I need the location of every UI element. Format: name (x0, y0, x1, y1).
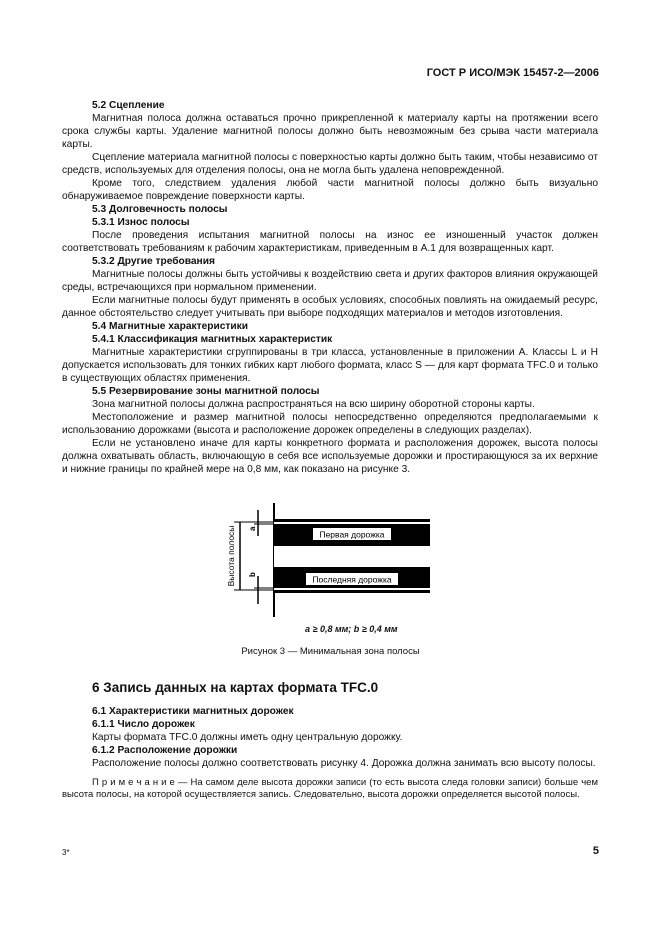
paragraph: Местоположение и размер магнитной полосы непосредственно определяются предполагаемыми к использованию дорожками (высота и расположение дорожек определены в следующих разделах). (62, 412, 598, 436)
heading-5-3-2: 5.3.2 Другие требования (92, 256, 215, 267)
heading-5-4-1: 5.4.1 Классификация магнитных характеристик (92, 334, 333, 345)
last-track-label: Последняя дорожка (312, 574, 392, 585)
paragraph: Зона магнитной полосы должна распространяться на всю ширину оборотной стороны карты. (92, 399, 535, 410)
heading-6-1: 6.1 Характеристики магнитных дорожек (92, 706, 294, 717)
heading-6-1-1: 6.1.1 Число дорожек (92, 719, 195, 730)
heading-5-2: 5.2 Сцепление (92, 100, 165, 111)
figure-condition: a ≥ 0,8 мм; b ≥ 0,4 мм (305, 624, 398, 634)
first-track-label: Первая дорожка (319, 529, 385, 540)
heading-5-3-1: 5.3.1 Износ полосы (92, 217, 190, 228)
paragraph: Магнитная полоса должна оставаться прочно прикрепленной к материалу карты на протяжении всего срока службы карты. Удаление магнитной полосы должно быть невозможным без срыва части материала карты. (62, 113, 598, 150)
heading-5-4: 5.4 Магнитные характеристики (92, 321, 249, 332)
paragraph: После проведения испытания магнитной полосы на износ ее изношенный участок должен соответствовать требованиям к рабочим характеристикам, приведенным в А.1 для возвращенных карт. (62, 230, 598, 254)
heading-5-5: 5.5 Резервирование зоны магнитной полосы (92, 386, 320, 397)
paragraph: Магнитные полосы должны быть устойчивы к воздействию света и других факторов влияния окружающей среды, встречающихся при нормальном применении. (62, 269, 598, 293)
paragraph: Расположение полосы должно соответствовать рисунку 4. Дорожка должна занимать всю высоту полосы. (92, 758, 596, 769)
dim-b-label: b (248, 572, 257, 577)
paragraph: Карты формата TFC.0 должны иметь одну центральную дорожку. (92, 732, 403, 743)
figure-3-stripe-zone (190, 500, 450, 640)
stripe-height-label: Высота полосы (226, 525, 236, 587)
paragraph: Сцепление материала магнитной полосы с поверхностью карты должно быть таким, чтобы независимо от средств, используемых для отделения полосы, она не могла быть удалена неповрежденной. (62, 152, 598, 176)
body-sections-5 (62, 99, 598, 476)
paragraph: Если магнитные полосы будут применять в особых условиях, способных повлиять на ожидаемый ресурс, данное обстоятельство следует учитывать при выборе подходящих материалов и методов изготовления. (62, 295, 598, 319)
note: П р и м е ч а н и е — На самом деле высота дорожки записи (то есть высота следа головки записи) больше чем высота полосы, на которой осуществляется запись. Следовательно, высота дорожки определяется высотой полосы. (62, 777, 598, 800)
heading-6: 6 Запись данных на картах формата TFC.0 (92, 680, 379, 695)
body-section-6 (62, 705, 598, 801)
paragraph: Кроме того, следствием удаления любой части магнитной полосы должно быть визуально обнаруживаемое повреждение поверхности карты. (62, 178, 598, 202)
page-number: 5 (592, 845, 599, 857)
heading-5-3: 5.3 Долговечность полосы (92, 204, 228, 215)
dim-a-label: a (248, 526, 257, 531)
paragraph: Магнитные характеристики сгруппированы в три класса, установленные в приложении А. Классы L и Н допускается использовать для тонких гибких карт любого формата, класс S — для карт формата TFC.0 и только в существующих областях применения. (62, 347, 598, 384)
figure-caption: Рисунок 3 — Минимальная зона полосы (241, 646, 420, 657)
paragraph: Если не установлено иначе для карты конкретного формата и расположения дорожек, высота полосы должна охватывать область, включающую в себя все используемые дорожки и простирающуюся за их верхние и нижние границы по крайней мере на 0,8 мм, как показано на рисунке 3. (62, 438, 598, 475)
document-header: ГОСТ Р ИСО/МЭК 15457-2—2006 (426, 67, 599, 79)
heading-6-1-2: 6.1.2 Расположение дорожки (92, 745, 238, 756)
footer-sheet-mark: 3* (62, 848, 70, 857)
